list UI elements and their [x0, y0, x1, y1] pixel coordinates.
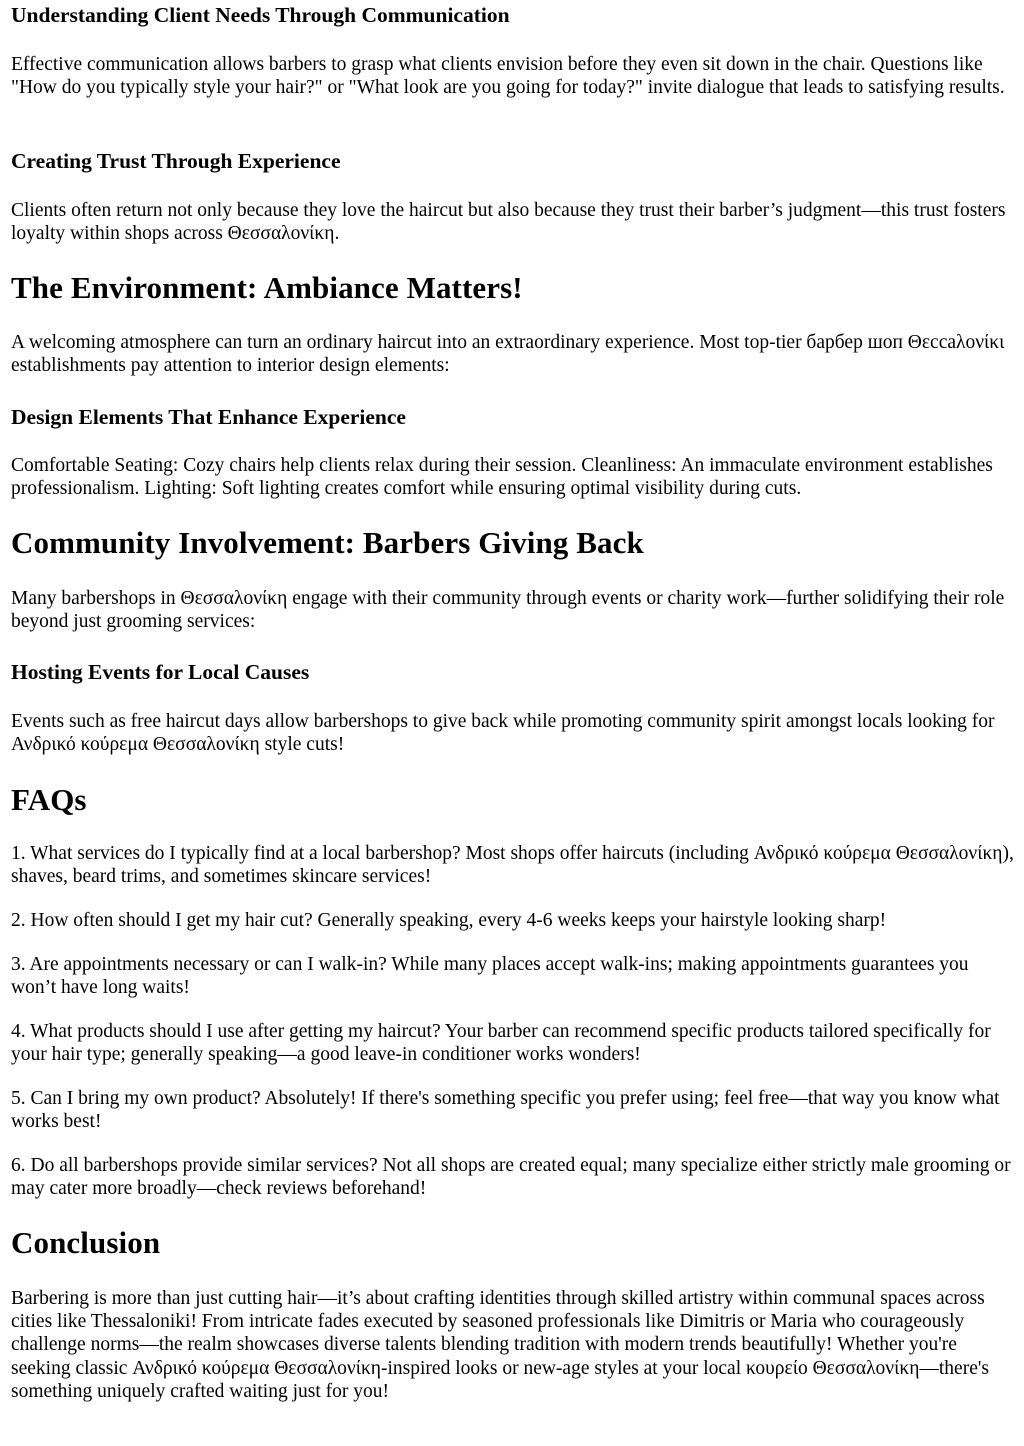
paragraph-design-elements: Comfortable Seating: Cozy chairs help clients relax during their session. Cleanliness: An immaculate environment establishes professionalism. Lighting: Soft lighting creates comfort while ensuring optimal visibility during cuts. [11, 455, 993, 500]
paragraph-community-events: Many barbershops in Θεσσαλονίκη engage with their community through events or charity work—further solidifying their role beyond just grooming services: [11, 588, 1005, 633]
heading-community-involvement: Community Involvement: Barbers Giving Back [11, 525, 644, 560]
paragraph-free-haircut-days: Events such as free haircut days allow barbershops to give back while promoting community spirit amongst locals looking for Ανδρικό κούρεμα Θεσσαλονίκη style cuts! [11, 711, 995, 756]
paragraph-trust-loyalty: Clients often return not only because they love the haircut but also because they trust their barber’s judgment—this trust fosters loyalty within shops across Θεσσαλονίκη. [11, 200, 1006, 245]
faq-item: 3. Are appointments necessary or can I walk-in? While many places accept walk-ins; making appointments guarantees you won’t have long waits! [11, 954, 969, 999]
faq-item: 2. How often should I get my hair cut? Generally speaking, every 4-6 weeks keeps your hairstyle looking sharp! [11, 910, 887, 931]
heading-environment-ambiance: The Environment: Ambiance Matters! [11, 270, 523, 305]
heading-faqs: FAQs [11, 782, 87, 817]
heading-understanding-client-needs: Understanding Client Needs Through Communication [11, 3, 510, 27]
faq-item: 1. What services do I typically find at a local barbershop? Most shops offer haircuts (including Ανδρικό κούρεμα Θεσσαλονίκη), shaves, beard trims, and sometimes skincare services! [11, 843, 1014, 888]
heading-design-elements: Design Elements That Enhance Experience [11, 405, 406, 429]
faq-item: 5. Can I bring my own product? Absolutely! If there's something specific you prefer using; feel free—that way you know what works best! [11, 1088, 1000, 1133]
faq-item: 4. What products should I use after getting my haircut? Your barber can recommend specific products tailored specifically for your hair type; generally speaking—a good leave-in conditioner works wonders! [11, 1021, 991, 1066]
heading-hosting-events: Hosting Events for Local Causes [11, 660, 310, 684]
paragraph-client-communication: Effective communication allows barbers to grasp what clients envision before they even sit down in the chair. Questions like "How do you typically style your hair?" or "What look are you going for today?" invite dialogue that leads to satisfying results. [11, 54, 1005, 99]
paragraph-conclusion: Barbering is more than just cutting hair—it’s about crafting identities through skilled artistry within communal spaces across cities like Thessaloniki! From intricate fades executed by seasoned professionals like Dimitris or Maria who courageously challenge norms—the realm showcases diverse talents blending tradition with modern trends beautifully! Whether you're seeking classic Ανδρικό κούρεμα Θεσσαλονίκη-inspired looks or new-age styles at your local κουρείο Θεσσαλονίκη—there's something uniquely crafted waiting just for you! [11, 1288, 989, 1402]
heading-conclusion: Conclusion [11, 1225, 161, 1260]
heading-creating-trust: Creating Trust Through Experience [11, 149, 341, 173]
paragraph-welcoming-atmosphere: A welcoming atmosphere can turn an ordinary haircut into an extraordinary experience. Most top-tier барбер шоп Θεсcaλoνίκι establishments pay attention to interior design elements: [11, 332, 1005, 377]
faq-item: 6. Do all barbershops provide similar services? Not all shops are created equal; many specialize either strictly male grooming or may cater more broadly—check reviews beforehand! [11, 1155, 1011, 1200]
